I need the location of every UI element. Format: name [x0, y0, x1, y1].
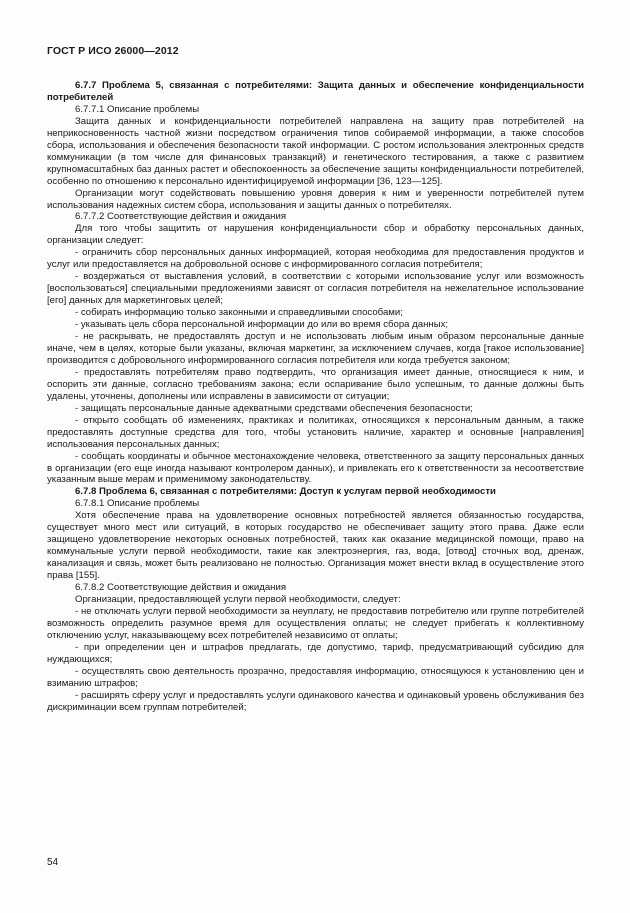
- subsection-heading-6-7-7-1: 6.7.7.1 Описание проблемы: [75, 103, 200, 115]
- page-number: 54: [47, 857, 59, 868]
- subsection-heading-6-7-8-1: 6.7.8.1 Описание проблемы: [75, 498, 200, 510]
- list-item: - защищать персональные данные адекватными средствами обеспечения безопасности;: [75, 402, 473, 414]
- list-item: - не раскрывать, не предоставлять доступ и не использовать любым иным образом персональные данные иначе, чем в целях, которые были указаны, включая маркетинг, за исключением случаев, когда [такое использование] производится с добровольного информированного согласия потребителя или когда требуется законом;: [47, 331, 584, 366]
- list-item: - собирать информацию только законными и справедливыми способами;: [75, 307, 403, 319]
- paragraph: Для того чтобы защитить от нарушения конфиденциальности сбор и обработку персональных данных, организации следует:: [47, 223, 584, 247]
- document-header: ГОСТ Р ИСО 26000—2012: [47, 45, 179, 57]
- list-item: - указывать цель сбора персональной информации до или во время сбора данных;: [75, 319, 449, 331]
- section-heading-6-7-8: 6.7.8 Проблема 6, связанная с потребителями: Доступ к услугам первой необходимости: [75, 486, 496, 498]
- list-item: - не отключать услуги первой необходимости за неуплату, не предоставив потребителю или группе потребителей возможность определить разумное время для осуществления оплаты; не следует прибегать к коллективному отключению услуг, наказывающему всех потребителей независимо от оплаты;: [47, 605, 584, 641]
- subsection-heading-6-7-8-2: 6.7.8.2 Соответствующие действия и ожидания: [75, 582, 287, 594]
- list-item: - воздержаться от выставления условий, в соответствии с которыми использование услуг или возможность [воспользоваться] специальными предложениями зависят от согласия потребителя на нежелательное использование [его] данных для маркетинговых целей;: [47, 271, 584, 307]
- section-heading-6-7-7: 6.7.7 Проблема 5, связанная с потребителями: Защита данных и обеспечение конфиденциальности потребителей: [47, 80, 584, 103]
- list-item: - при определении цен и штрафов предлагать, где допустимо, тариф, предусматривающий субсидию для нуждающихся;: [47, 641, 584, 665]
- list-item: - осуществлять свою деятельность прозрачно, предоставляя информацию, относящуюся к установлению цен и взиманию штрафов;: [47, 665, 584, 689]
- list-item: - открыто сообщать об изменениях, практиках и политиках, относящихся к персональным данным, а также предоставлять доступные средства для того, чтобы установить наличие, характер и основные [направления] использования персональных данных;: [47, 414, 584, 450]
- paragraph: Хотя обеспечение права на удовлетворение основных потребностей является обязанностью государства, существует много мест или ситуаций, в которых государство не обеспечивает защиту этого права. Даже если защищено удовлетворение некоторых основных потребностей, таких как оказание медицинской помощи, право на коммунальные услуги первой необходимости, такие как электроэнергия, газ, вода, [отвод] сточных вод, дренаж, канализация и связь, может быть реализовано не полностью. Организация может внести вклад в осуществление этого права [155].: [47, 510, 584, 582]
- subsection-heading-6-7-7-2: 6.7.7.2 Соответствующие действия и ожидания: [75, 211, 287, 223]
- document-body: [47, 80, 584, 714]
- list-item: - сообщать координаты и обычное местонахождение человека, ответственного за защиту персональных данных в организации (его еще иногда называют контролером данных), и привлекать его к ответственности за несоответствие указанным выше мерам и применимому законодательству.: [47, 450, 584, 486]
- list-item: - ограничить сбор персональных данных информацией, которая необходима для предоставления продуктов и услуг или предоставляется на добровольной основе с информированного согласия потребителя;: [47, 247, 584, 271]
- paragraph: Организации могут содействовать повышению уровня доверия к ним и уверенности потребителей путем использования надежных систем сбора, использования и защиты данных о потребителях.: [47, 187, 584, 211]
- list-item: - расширять сферу услуг и предоставлять услуги одинакового качества и одинаковый уровень обслуживания без дискриминации всем группам потребителей;: [47, 689, 584, 713]
- paragraph: Защита данных и конфиденциальности потребителей направлена на защиту прав потребителей на неприкосновенность частной жизни посредством ограничения типов собираемой информации, а также способов сбора, использования и обеспечения безопасности такой информации. С ростом использования электронных средств коммуникации (в том числе для финансовых транзакций) и генетического тестирования, а также с развитием крупномасштабных баз данных растет и обеспокоенность за обеспечение защиты конфиденциальности потребителей, особенно по отношению к персонально идентифицируемой информации [36, 123—125].: [47, 115, 584, 187]
- list-item: - предоставлять потребителям право подтвердить, что организация имеет данные, относящиеся к ним, и оспорить эти данные, согласно требованиям закона; если оспаривание было успешным, то данные должны быть удалены, уточнены, дополнены или исправлены в зависимости от ситуации;: [47, 366, 584, 402]
- paragraph: Организации, предоставляющей услуги первой необходимости, следует:: [75, 593, 401, 605]
